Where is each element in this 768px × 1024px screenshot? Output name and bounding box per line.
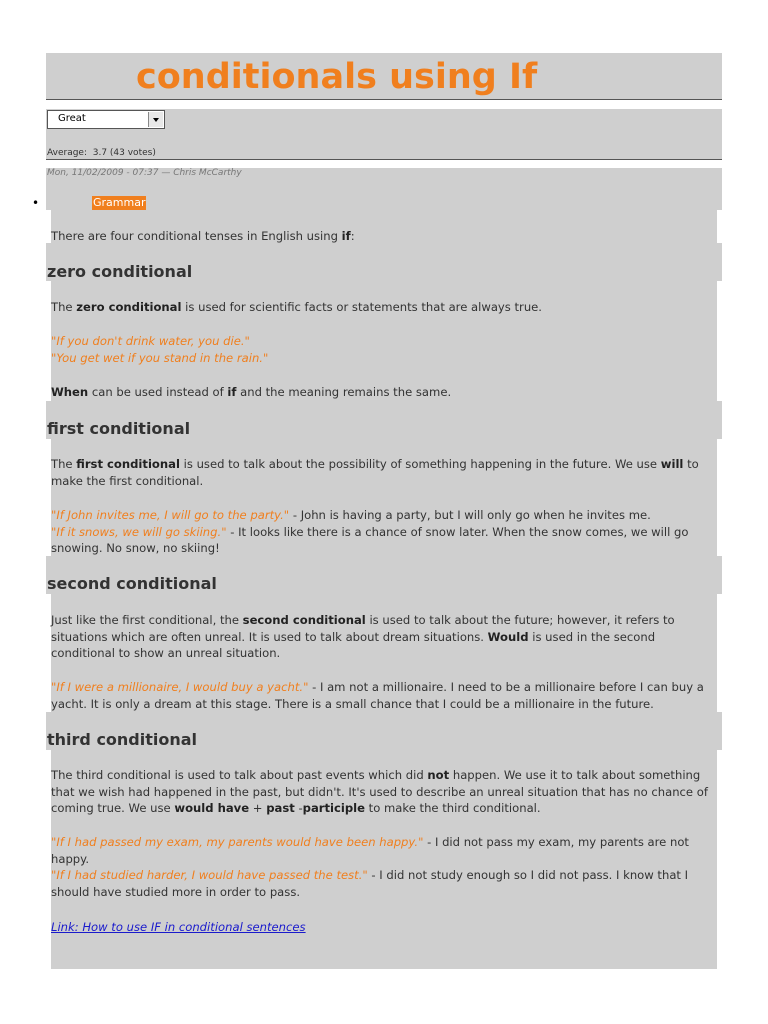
post-meta: Mon, 11/02/2009 - 07:37 — Chris McCarthy [47,168,242,178]
intro-paragraph: There are four conditional tenses in English using if: [51,229,355,243]
section-heading-third: third conditional [47,730,198,749]
tag-link[interactable]: Grammar [93,196,146,209]
example-list: "If I had passed my exam, my parents would have been happy." - I did not pass my exam, my parents are not happy. "If I had studied harder, I would have passed the test." - I did not study enough so I did not pass. I know that I should have studied more in order to pass. [51,835,689,900]
paragraph: The first conditional is used to talk about the possibility of something happening in the future. We use will to make the first conditional. [51,457,699,488]
rating-divider [46,159,722,160]
example-list [51,333,716,366]
example-list: "If John invites me, I will go to the party." - John is having a party, but I will only go when he invites me. "If it snows, we will go skiing." - It looks like there is a chance of snow later. When the snow comes, we will go snowing. No snow, no skiing! [51,508,689,556]
chevron-down-icon[interactable] [148,112,163,127]
example-quote: "If it snows, we will go skiing." [51,524,227,539]
paragraph: Just like the first conditional, the second conditional is used to talk about the future; however, it refers to situations which are often unreal. It is used to talk about dream situations. Would is used in the second conditional to show an unreal situation. [51,613,675,661]
example-quote: "You get wet if you stand in the rain." [51,350,269,365]
section-heading-first: first conditional [47,419,191,438]
example-list: "If I were a millionaire, I would buy a yacht." - I am not a millionaire. I need to be a millionaire before I can buy a yacht. It is only a dream at this stage. There is a small chance that I could be a millionaire in the future. [51,680,704,711]
page-title: conditionals using If [136,57,538,97]
example-quote: "If John invites me, I will go to the party." [51,508,290,522]
rating-average: Average: 3.7 (43 votes) [47,148,156,158]
paragraph: When can be used instead of if and the meaning remains the same. [51,385,452,399]
paragraph: The third conditional is used to talk about past events which did not happen. We use it to talk about something that we wish had happened in the past, but didn't. It's used to describe an unreal situation that has no chance of coming true. We use would have + past -participle to make the third conditional. [51,768,708,816]
list-bullet: • [32,196,40,210]
rating-select[interactable] [47,110,165,129]
example-quote: "If I were a millionaire, I would buy a yacht." [51,680,309,694]
section-heading-zero: zero conditional [47,262,193,281]
example-quote: "If I had studied harder, I would have passed the test." [51,868,368,883]
example-quote: "If I had passed my exam, my parents would have been happy." [51,835,424,849]
example-quote: "If you don't drink water, you die." [51,334,250,348]
section-heading-second: second conditional [47,574,217,593]
title-divider [46,99,722,100]
paragraph: The zero conditional is used for scientific facts or statements that are always true. [51,300,542,314]
related-link[interactable]: Link: How to use IF in conditional sentences [51,920,306,934]
rating-selected-value: Great [58,113,86,124]
